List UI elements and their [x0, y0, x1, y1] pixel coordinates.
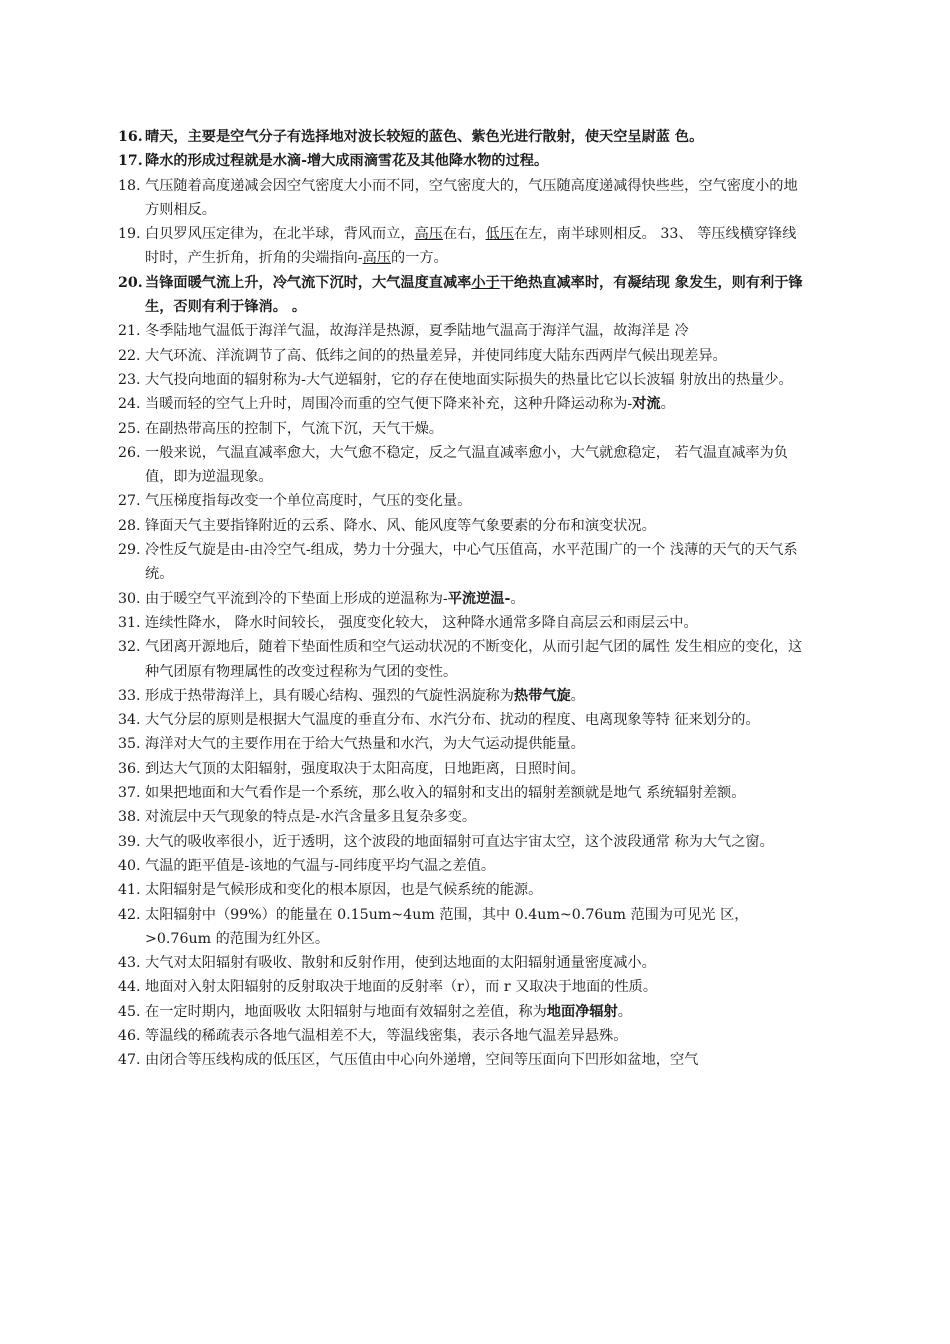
item-text: [145, 226, 796, 266]
text-segment: 锋面天气主要指锋附近的云系、降水、风、能风度等气象要素的分布和演变状况。: [145, 517, 656, 534]
list-item: [118, 222, 810, 271]
item-number: 34.: [118, 712, 141, 729]
text-segment: 在左，南半球则相反。 33、 等压线横穿锋线时时，产生折角，折角的尖端指向-: [145, 226, 797, 267]
list-item: [118, 830, 810, 854]
text-segment: 气压梯度指每改变一个单位高度时，气压的变化量。: [145, 493, 472, 510]
item-text: [145, 275, 803, 315]
list-item: [118, 441, 810, 490]
item-number: 41.: [118, 882, 141, 899]
text-segment: 海洋对大气的主要作用在于给大气热量和水汽，为大气运动提供能量。: [145, 736, 585, 753]
item-number: 29.: [118, 542, 141, 559]
list-item: [118, 854, 810, 878]
list-item: [118, 805, 810, 829]
item-text: [145, 785, 745, 801]
text-segment: 大气环流、洋流调节了高、低纬之间的的热量差异，并使同纬度大陆东西两岸气候出现差异。: [145, 347, 727, 364]
bold-term: 热带气旋: [513, 687, 571, 704]
item-number: 18.: [118, 177, 141, 194]
list-item: [118, 174, 810, 223]
list-item: [118, 392, 810, 416]
list-item: [118, 125, 810, 149]
list-item: [118, 635, 810, 684]
item-text: [145, 639, 802, 679]
text-segment: 气温的距平值是-该地的气温与-同纬度平均气温之差值。: [145, 857, 496, 874]
item-number: 43.: [118, 955, 141, 972]
item-text: [145, 153, 548, 169]
text-segment: 大气对太阳辐射有吸收、散射和反射作用，使到达地面的太阳辐射通量密度减小。: [145, 955, 656, 972]
list-item: [118, 319, 810, 343]
item-number: 24.: [118, 396, 141, 413]
text-segment: 大气分层的原则是根据大气温度的垂直分布、水汽分布、扰动的程度、电离现象等特 征来划分的。: [145, 712, 760, 729]
item-number: 28.: [118, 517, 141, 534]
text-segment: 大气投向地面的辐射称为-大气逆辐射，它的存在使地面实际损失的热量比它以长波辐 射放出的热量少。: [145, 371, 793, 388]
list-item: [118, 708, 810, 732]
underlined-term: 低压: [485, 226, 514, 243]
item-text: [145, 882, 542, 898]
list-item: [118, 271, 810, 320]
item-number: 25.: [118, 420, 141, 437]
item-text: [145, 809, 476, 825]
text-segment: 干绝热直减率时，有凝结现 象发生，则有利于锋生，否则有利于锋消。 。: [145, 274, 803, 316]
text-segment: 由闭合等压线构成的低压区，气压值由中心向外递增，空间等压面向下凹形如盆地，空气: [145, 1052, 699, 1069]
list-item: [118, 514, 810, 538]
bold-term: 对流: [632, 396, 661, 413]
underlined-term: 小于: [471, 274, 500, 291]
bold-term: 平流逆温-: [447, 590, 511, 607]
text-segment: 连续性降水， 降水时间较长， 强度变化较大， 这种降水通常多降自高层云和雨层云中。: [145, 614, 698, 631]
item-number: 33.: [118, 687, 141, 704]
item-text: [145, 178, 798, 218]
item-text: [145, 445, 788, 485]
list-item: [118, 757, 810, 781]
bold-term: 地面净辐射: [546, 1003, 618, 1020]
item-number: 38.: [118, 809, 141, 826]
item-number: 40.: [118, 857, 141, 874]
item-text: [145, 955, 656, 971]
item-text: [145, 712, 760, 728]
text-segment: 对流层中天气现象的特点是-水汽含量多且复杂多变。: [145, 809, 477, 826]
item-number: 44.: [118, 979, 141, 996]
underlined-term: 高压: [362, 250, 391, 267]
item-text: [145, 688, 585, 704]
item-number: 37.: [118, 785, 141, 802]
item-number: 21.: [118, 323, 141, 340]
item-text: [145, 615, 698, 631]
item-number: 16.: [118, 129, 143, 145]
item-text: [145, 372, 793, 388]
text-segment: 降水的形成过程就是水滴-增大成雨滴雪花及其他降水物的过程。: [145, 153, 549, 170]
text-segment: 气压随着高度递减会因空气密度大小而不同，空气密度大的，气压随高度递减得快些些，空气密度小的地方则相反。: [145, 177, 798, 218]
list-item: [118, 732, 810, 756]
list-item: [118, 903, 810, 952]
list-item: [118, 149, 810, 173]
item-number: 19.: [118, 226, 141, 243]
text-segment: 形成于热带海洋上，具有暖心结构、强烈的气旋性涡旋称为: [145, 687, 514, 704]
item-number: 46.: [118, 1027, 141, 1044]
item-number: 45.: [118, 1003, 141, 1020]
item-number: 42.: [118, 906, 141, 923]
item-text: [145, 493, 471, 509]
item-number: 20.: [118, 274, 143, 291]
text-segment: 冬季陆地气温低于海洋气温，故海洋是热源，夏季陆地气温高于海洋气温，故海洋是 冷: [145, 323, 689, 340]
text-segment: 气团离开源地后，随着下垫面性质和空气运动状况的不断变化，从而引起气团的属性 发生相应的变化，这种气团原有物理属性的改变过程称为气团的变性。: [145, 639, 803, 680]
text-segment: 当锋面暖气流上升，冷气流下沉时，大气温度直减率: [145, 274, 472, 291]
list-item: [118, 489, 810, 513]
list-item: [118, 951, 810, 975]
list-item: [118, 538, 810, 587]
item-number: 32.: [118, 639, 141, 656]
text-segment: 如果把地面和大气看作是一个系统，那么收入的辐射和支出的辐射差额就是地气 系统辐射差额。: [145, 785, 746, 802]
item-text: [145, 348, 727, 364]
list-item: [118, 587, 810, 611]
item-number: 23.: [118, 371, 141, 388]
text-segment: 当暖而轻的空气上升时，周围冷而重的空气便下降来补充，这种升降运动称为-: [145, 396, 633, 413]
list-item: [118, 684, 810, 708]
item-text: [145, 1028, 627, 1044]
item-text: [145, 323, 689, 339]
item-text: [145, 834, 774, 850]
text-segment: 地面对入射太阳辐射的反射取决于地面的反射率（r），而 r 又取决于地面的性质。: [145, 979, 658, 996]
text-segment: 在一定时期内，地面吸收 太阳辐射与地面有效辐射之差值，称为: [145, 1003, 547, 1020]
item-number: 36.: [118, 760, 141, 777]
text-segment: 。: [510, 590, 525, 607]
text-segment: 晴天，主要是空气分子有选择地对波长较短的蓝色、紫色光进行散射，使天空呈尉蓝 色。: [145, 129, 704, 145]
text-segment: 。: [660, 396, 675, 413]
text-segment: 冷性反气旋是由-由冷空气-组成，势力十分强大，中心气压值高，水平范围广的一个 浅薄的天气的天气系统。: [145, 542, 798, 583]
text-segment: 由于暖空气平流到冷的下垫面上形成的逆温称为-: [145, 590, 448, 607]
item-number: 26.: [118, 444, 141, 461]
text-segment: 大气的吸收率很小，近于透明，这个波段的地面辐射可直达宇宙太空，这个波段通常 称为大气之窗。: [145, 833, 774, 850]
list-item: [118, 975, 810, 999]
item-text: [145, 129, 703, 145]
item-number: 31.: [118, 614, 141, 631]
list-item: [118, 417, 810, 441]
item-text: [145, 1052, 698, 1068]
item-text: [145, 761, 585, 777]
text-segment: 的一方。: [391, 250, 448, 267]
item-text: [145, 858, 495, 874]
text-segment: 。: [570, 687, 585, 704]
list-item: [118, 878, 810, 902]
item-text: [145, 542, 798, 582]
text-segment: 在右，: [442, 226, 486, 243]
list-item: [118, 1048, 810, 1072]
text-segment: 等温线的稀疏表示各地气温相差不大，等温线密集，表示各地气温差异悬殊。: [145, 1027, 628, 1044]
item-number: 22.: [118, 347, 141, 364]
text-segment: 白贝罗风压定律为，在北半球，背风而立，: [145, 226, 415, 243]
text-segment: 太阳辐射中（99%）的能量在 0.15um~4um 范围，其中 0.4um~0.76um 范围为可见光 区，>0.76um 的范围为红外区。: [145, 906, 749, 947]
list-item: [118, 344, 810, 368]
item-number: 17.: [118, 153, 143, 170]
item-number: 30.: [118, 590, 141, 607]
item-text: [145, 907, 749, 947]
underlined-term: 高压: [414, 226, 443, 243]
list-item: [118, 1024, 810, 1048]
list-item: [118, 781, 810, 805]
item-number: 35.: [118, 736, 141, 753]
item-text: [145, 421, 443, 437]
item-text: [145, 1004, 632, 1020]
item-text: [145, 979, 657, 995]
list-item: [118, 368, 810, 392]
text-segment: 到达大气顶的太阳辐射，强度取决于太阳高度，日地距离，日照时间。: [145, 760, 585, 777]
list-item: [118, 1000, 810, 1024]
item-text: [145, 518, 656, 534]
item-number: 27.: [118, 493, 141, 510]
item-text: [145, 396, 675, 412]
numbered-list: [118, 125, 810, 1073]
list-item: [118, 611, 810, 635]
text-segment: 太阳辐射是气候形成和变化的根本原因，也是气候系统的能源。: [145, 882, 543, 899]
text-segment: 一般来说，气温直减率愈大，大气愈不稳定，反之气温直减率愈小，大气就愈稳定， 若气温直减率为负值，即为逆温现象。: [145, 444, 788, 486]
item-number: 39.: [118, 833, 141, 850]
text-segment: 在副热带高压的控制下，气流下沉，天气干燥。: [145, 420, 443, 437]
item-number: 47.: [118, 1052, 141, 1069]
item-text: [145, 591, 525, 607]
text-segment: 。: [617, 1003, 632, 1020]
item-text: [145, 736, 585, 752]
